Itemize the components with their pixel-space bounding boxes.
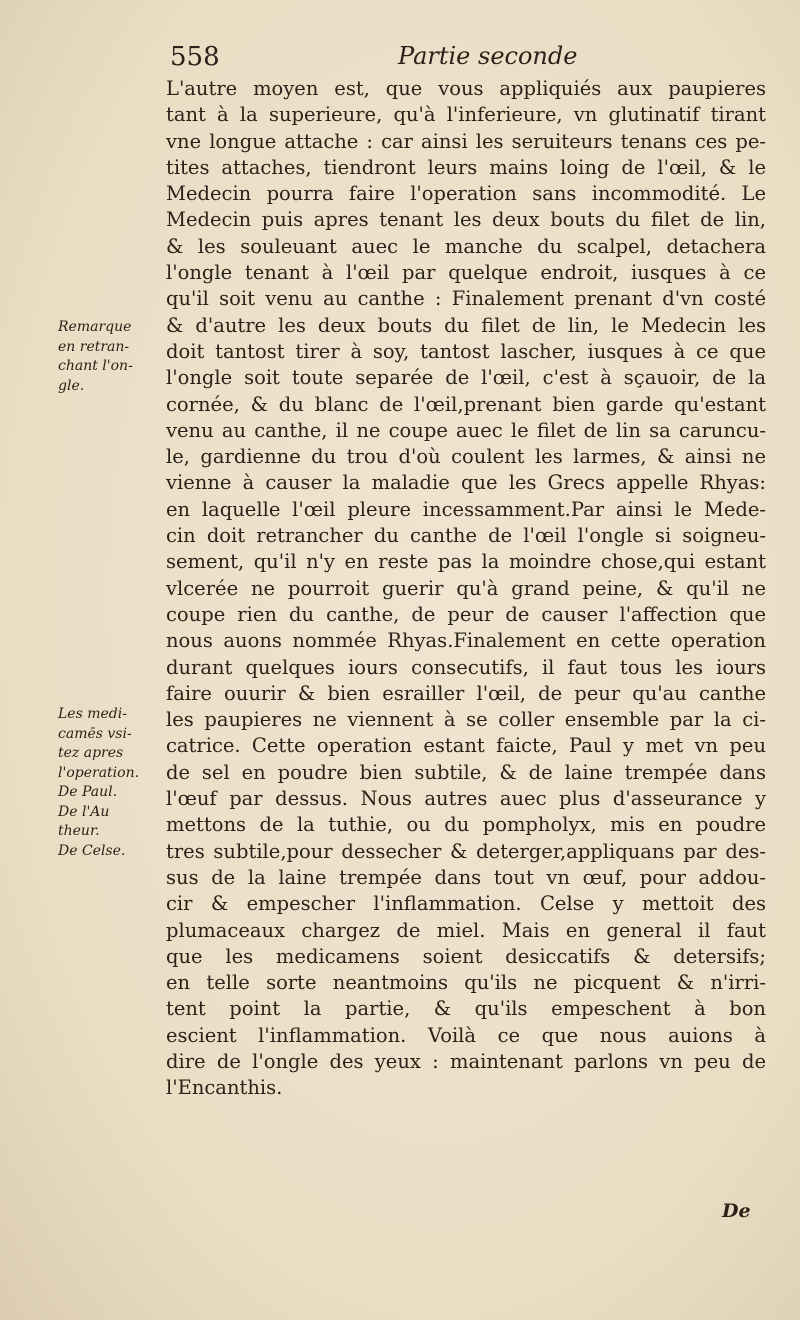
text-line: tites attaches, tiendront leurs mains loing de l'œil, & le [166,155,766,179]
text-line: Medecin pourra faire l'operation sans incommodité. Le [166,182,766,206]
text-line: l'ongle soit toute separée de l'œil, c'est à sçauoir, de la [166,366,766,390]
text-line: les paupieres ne viennent à se coller ensemble par la ci- [166,708,766,732]
text-line: tent point la partie, & qu'ils empeschent à bon [166,997,766,1021]
text-line: cin doit retrancher du canthe de l'œil l'ongle si soigneu- [166,524,766,548]
text-line: cir & empescher l'inflammation. Celse y mettoit des [166,892,766,916]
margin-note-medicamens [58,705,158,861]
text-line: qu'il soit venu au canthe : Finalement prenant d'vn costé [166,287,766,311]
running-head: Partie seconde [398,42,578,70]
text-line: tant à la superieure, qu'à l'inferieure, vn glutinatif tirant [166,103,766,127]
text-line: catrice. Cette operation estant faicte, Paul y met vn peu [166,734,766,758]
text-line: durant quelques iours consecutifs, il faut tous les iours [166,655,766,679]
margin-note-line: l'operation. [58,764,140,781]
margin-note-line: chant l'on- [58,358,133,374]
text-line: & d'autre les deux bouts du filet de lin, le Medecin les [166,313,766,337]
body-text [166,76,766,1102]
text-line: en telle sorte neantmoins qu'ils ne picquent & n'irri- [166,971,766,995]
text-line: doit tantost tirer à soy, tantost lascher, iusques à ce que [166,339,766,363]
text-line: mettons de la tuthie, ou du pompholyx, mis en poudre [166,813,766,837]
text-line: sement, qu'il n'y en reste pas la moindre chose,qui estant [166,550,766,574]
margin-note-line: theur. [58,823,100,839]
text-line: vienne à causer la maladie que les Grecs appelle Rhyas: [166,471,766,495]
text-line: sus de la laine trempée dans tout vn œuf, pour addou- [166,865,766,889]
text-line: Medecin puis apres tenant les deux bouts du filet de lin, [166,208,766,232]
margin-note-line: camēs vsi- [58,725,132,742]
text-line: L'autre moyen est, que vous appliquiés aux paupieres [166,77,766,100]
text-line: plumaceaux chargez de miel. Mais en general il faut [166,918,766,942]
text-line: faire ouurir & bien esrailler l'œil, de peur qu'au canthe [166,681,766,705]
text-line: coupe rien du canthe, de peur de causer l'affection que [166,602,766,626]
text-line: dire de l'ongle des yeux : maintenant parlons vn peu de [166,1049,766,1073]
margin-note-line: en retran- [58,338,130,355]
text-line: l'œuf par dessus. Nous autres auec plus d'asseurance y [166,787,766,811]
text-line: nous auons nommée Rhyas.Finalement en cette operation [166,629,766,653]
margin-note-line: tez apres [58,745,124,761]
text-line: escient l'inflammation. Voilà ce que nous auions à [166,1023,766,1047]
text-line: l'ongle tenant à l'œil par quelque endroit, iusques à ce [166,261,766,285]
catchword: De [722,1200,751,1222]
text-line: vlcerée ne pourroit guerir qu'à grand peine, & qu'il ne [166,576,766,600]
text-line: venu au canthe, il ne coupe auec le filet de lin sa caruncu- [166,418,766,442]
margin-note-line: gle. [58,377,85,394]
margin-note-line: Les medi- [58,706,127,722]
text-line: le, gardienne du trou d'où coulent les larmes, & ainsi ne [166,445,766,469]
text-line: que les medicamens soient desiccatifs & detersifs; [166,944,766,968]
margin-note-remarque [58,318,158,396]
page-header [0,38,800,78]
text-line: & les souleuant auec le manche du scalpel, detachera [166,234,766,258]
text-line: vne longue attache : car ainsi les seruiteurs tenans ces pe- [166,129,766,153]
margin-note-line: De l'Au [58,803,110,820]
text-line: l'Encanthis. [166,1076,283,1100]
text-line: tres subtile,pour dessecher & deterger,appliquans par des- [166,839,766,863]
margin-note-line: De Celse. [58,842,126,859]
text-line: cornée, & du blanc de l'œil,prenant bien garde qu'estant [166,392,766,416]
text-line: en laquelle l'œil pleure incessamment.Par ainsi le Mede- [166,497,766,521]
text-line: de sel en poudre bien subtile, & de laine trempée dans [166,760,766,784]
margin-note-line: De Paul. [58,784,118,800]
margin-note-line: Remarque [58,319,132,335]
page-number: 558 [170,42,220,72]
